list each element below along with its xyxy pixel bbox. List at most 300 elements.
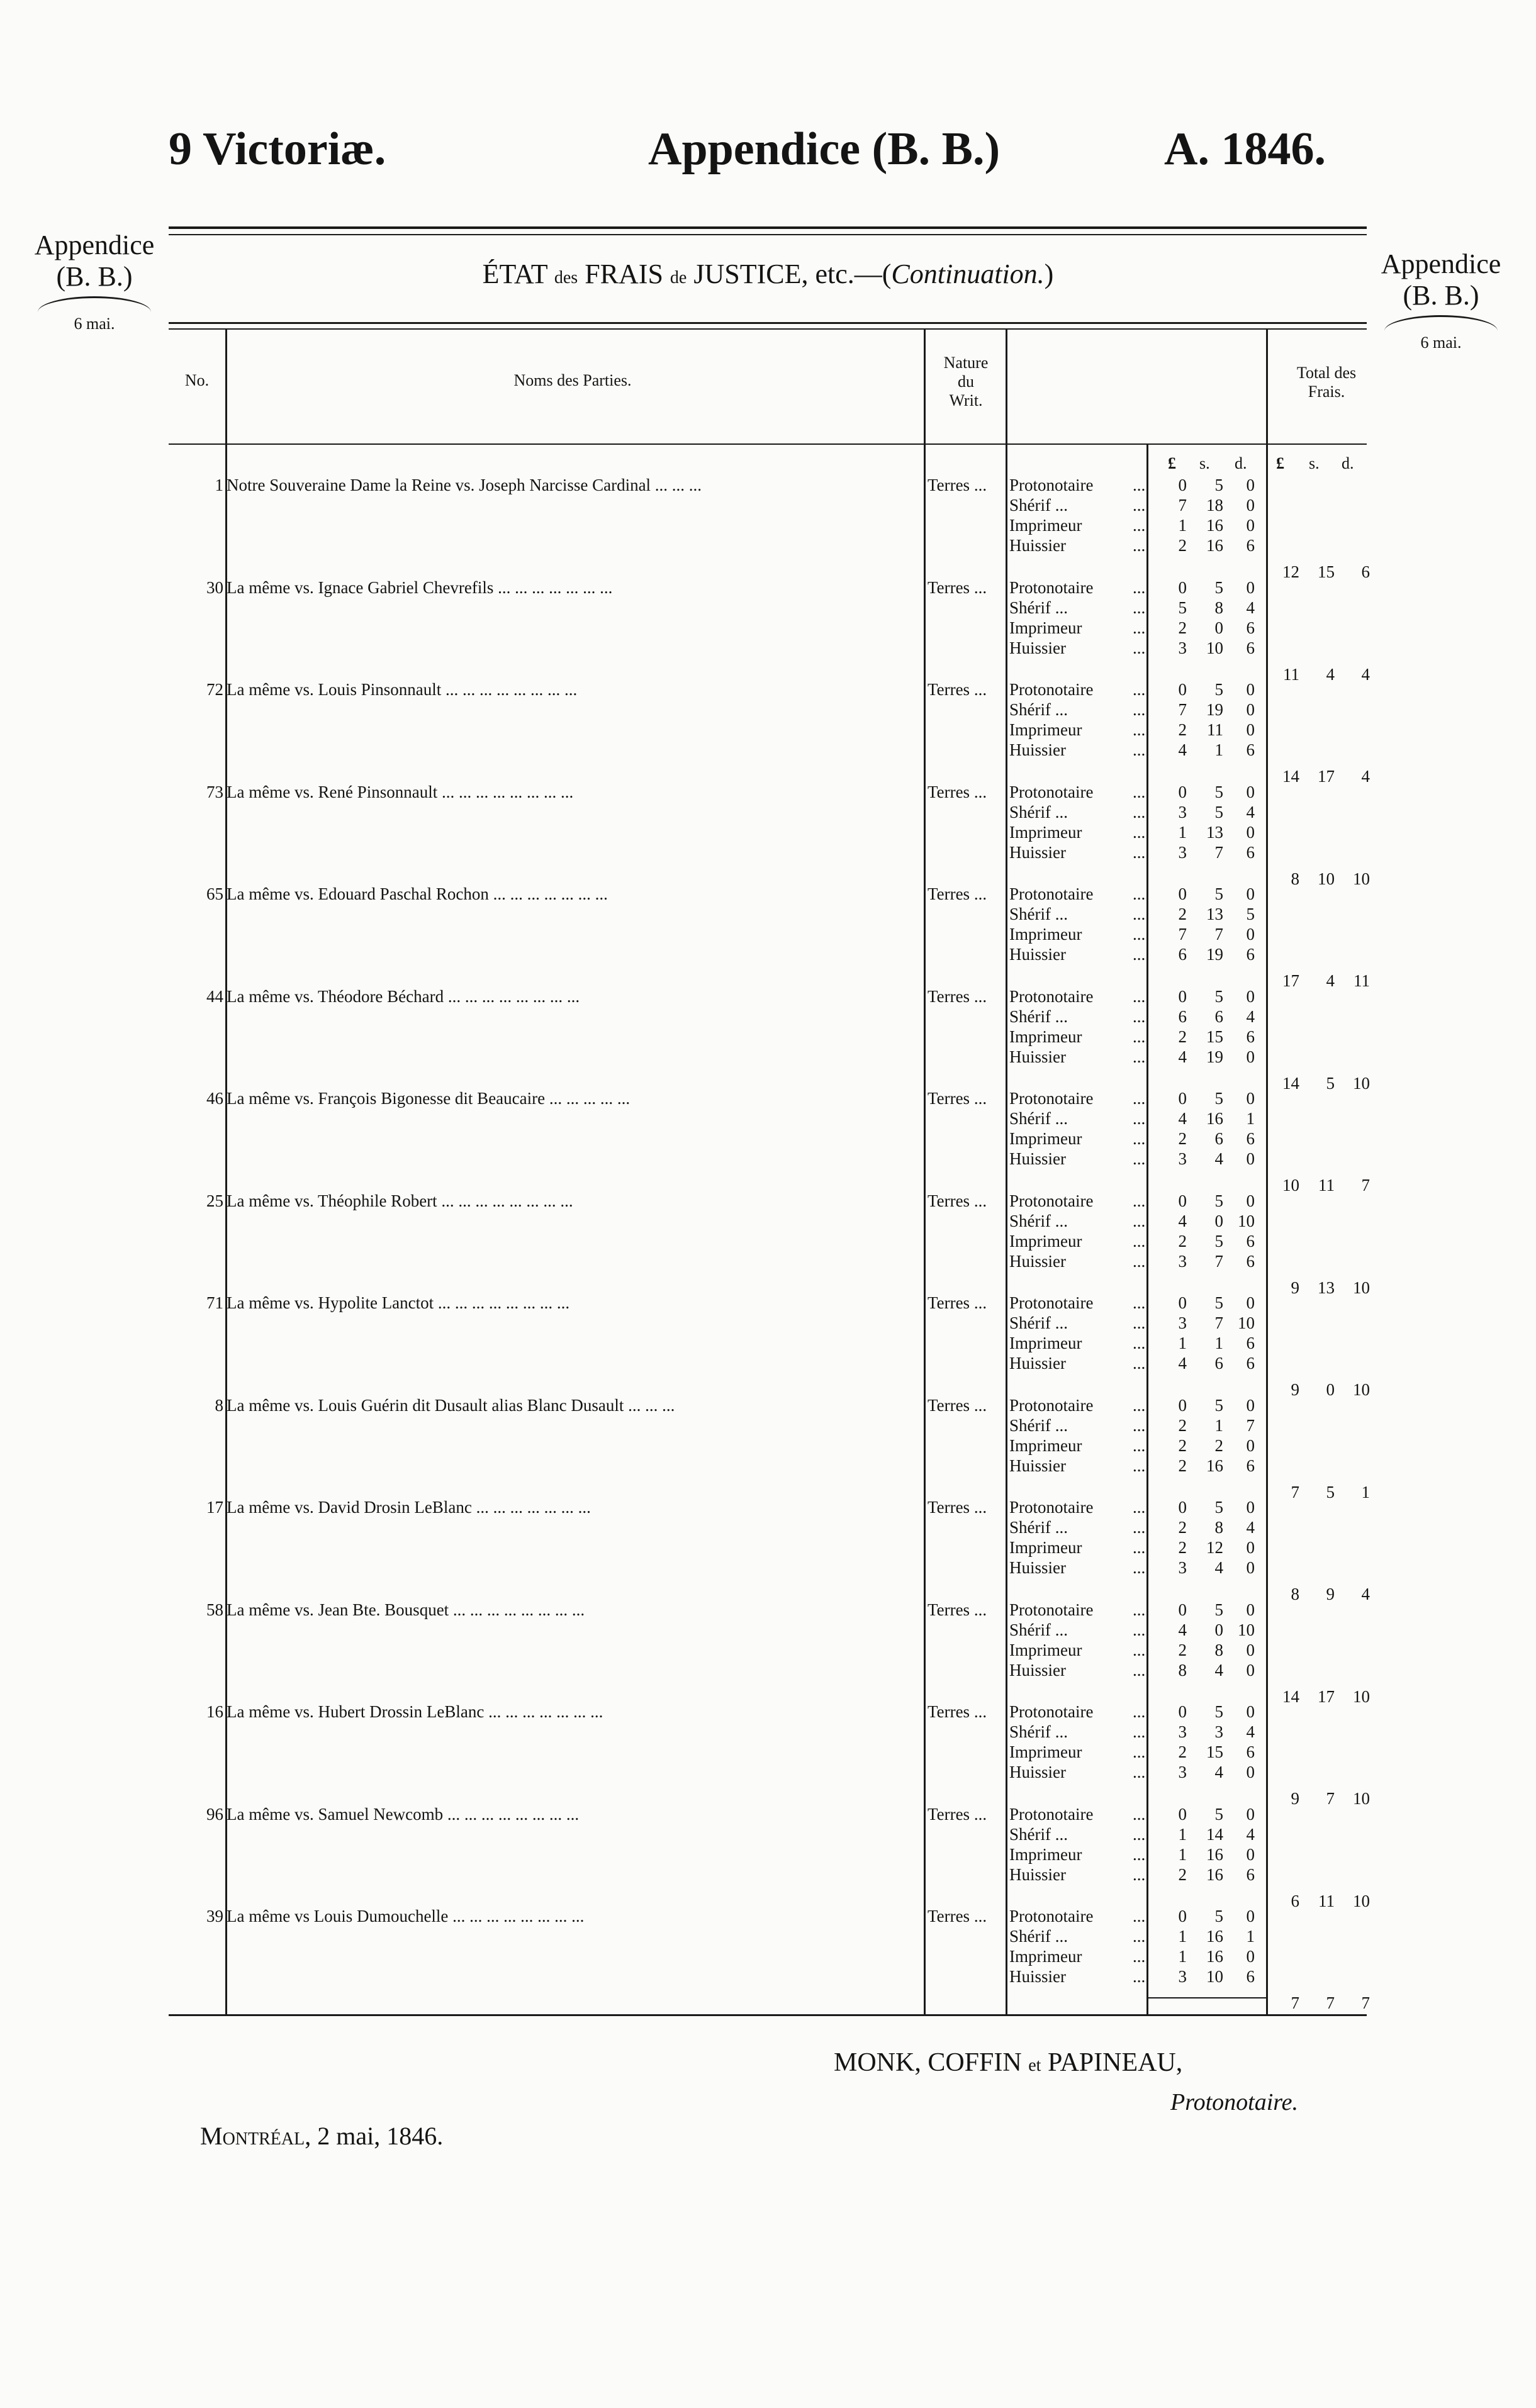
fee-line <box>1009 1456 1274 1476</box>
fee-pence: 0 <box>1246 1763 1255 1781</box>
fee-shillings: 19 <box>1206 700 1223 719</box>
table-row <box>0 782 1536 888</box>
fee-pounds: 0 <box>1178 884 1187 903</box>
fee-label: Protonotaire <box>1009 1293 1094 1312</box>
fee-line <box>1009 1558 1274 1578</box>
margin-right-date: 6 mai. <box>1420 333 1462 352</box>
fee-shillings: 5 <box>1214 782 1223 801</box>
fee-pence: 1 <box>1246 1109 1255 1128</box>
fee-dots: ... <box>1133 1089 1146 1108</box>
fee-dots: ... <box>1133 884 1146 903</box>
fee-line <box>1009 515 1274 535</box>
total-pence: 10 <box>1353 869 1370 888</box>
fee-label: Shérif ... <box>1009 1006 1068 1026</box>
fee-pence: 0 <box>1246 700 1255 719</box>
fee-label: Huissier <box>1009 1251 1066 1271</box>
fee-pounds: 2 <box>1178 1231 1187 1251</box>
fee-shillings: 8 <box>1214 1518 1223 1537</box>
fee-label: Huissier <box>1009 1456 1066 1475</box>
fee-shillings: 1 <box>1214 740 1223 759</box>
fee-pounds: 4 <box>1178 1047 1187 1066</box>
fee-line <box>1009 924 1274 944</box>
table-row <box>0 1191 1536 1297</box>
fee-dots: ... <box>1133 1927 1146 1946</box>
fee-label: Huissier <box>1009 1149 1066 1168</box>
row-parties: La même vs. Hypolite Lanctot ... ... ... ... ... ... ... ... <box>227 1293 570 1312</box>
row-fee-lines <box>1009 986 1274 1067</box>
fee-label: Imprimeur <box>1009 1129 1082 1148</box>
row-parties: La même vs. Samuel Newcomb ... ... ... ... ... ... ... ... <box>227 1804 580 1824</box>
row-parties: La même vs. Hubert Drossin LeBlanc ... ... ... ... ... ... ... <box>227 1702 603 1721</box>
fee-pence: 10 <box>1238 1211 1255 1230</box>
total-pounds: 14 <box>1282 1686 1299 1706</box>
fee-pence: 6 <box>1246 1967 1255 1986</box>
fee-pounds: 3 <box>1178 1763 1187 1781</box>
title-part7: ) <box>1044 259 1054 289</box>
fee-label: Protonotaire <box>1009 1907 1094 1926</box>
fee-pounds: 4 <box>1178 740 1187 759</box>
fee-dots: ... <box>1133 925 1146 944</box>
fee-pounds: 0 <box>1178 1600 1187 1619</box>
fee-dots: ... <box>1133 1907 1146 1926</box>
total-pence: 11 <box>1354 971 1370 990</box>
fee-label: Huissier <box>1009 1763 1066 1781</box>
fee-pounds: 1 <box>1178 516 1187 535</box>
fee-pence: 0 <box>1246 680 1255 699</box>
fee-pence: 0 <box>1246 577 1255 597</box>
fee-line <box>1009 1047 1274 1067</box>
fees-s-label: s. <box>1199 454 1210 472</box>
fee-pounds: 3 <box>1178 802 1187 822</box>
fee-dots: ... <box>1133 1191 1146 1210</box>
fee-dots: ... <box>1133 1722 1146 1741</box>
fee-pounds: 2 <box>1178 905 1187 923</box>
fee-pounds: 3 <box>1178 1722 1187 1741</box>
fee-shillings: 16 <box>1206 1844 1223 1864</box>
total-shillings: 17 <box>1318 1686 1335 1706</box>
fee-pence: 0 <box>1246 1191 1255 1210</box>
fee-dots: ... <box>1133 1967 1146 1986</box>
fee-line <box>1009 1435 1274 1456</box>
place-date-part1: Montréal, <box>200 2122 311 2150</box>
fee-shillings: 10 <box>1206 1967 1223 1986</box>
fee-pence: 0 <box>1246 1702 1255 1721</box>
col-no-header: No. <box>184 371 210 389</box>
fee-pounds: 3 <box>1178 1251 1187 1271</box>
fee-line <box>1009 1006 1274 1027</box>
fee-dots: ... <box>1133 782 1146 801</box>
row-fee-lines <box>1009 884 1274 964</box>
fee-shillings: 5 <box>1214 1702 1223 1721</box>
fee-shillings: 16 <box>1206 1865 1223 1884</box>
fee-dots: ... <box>1133 1640 1146 1659</box>
fee-pence: 1 <box>1246 1927 1255 1946</box>
fee-pounds: 2 <box>1178 1865 1187 1884</box>
margin-left-date: 6 mai. <box>74 315 115 333</box>
row-fee-lines <box>1009 1293 1274 1373</box>
fee-shillings: 19 <box>1206 1047 1223 1066</box>
fee-pence: 0 <box>1246 1395 1255 1415</box>
fee-dots: ... <box>1133 822 1146 842</box>
fee-pounds: 1 <box>1178 1947 1187 1966</box>
total-shillings: 7 <box>1326 1789 1335 1808</box>
row-number: 72 <box>206 680 223 699</box>
fee-dots: ... <box>1133 1027 1146 1046</box>
fee-line <box>1009 1966 1274 1987</box>
fee-pence: 6 <box>1246 740 1255 759</box>
col-writ-header <box>925 354 1007 410</box>
fee-pence: 4 <box>1246 1722 1255 1741</box>
fee-pence: 0 <box>1246 1498 1255 1517</box>
fee-pence: 6 <box>1246 618 1255 637</box>
fee-line <box>1009 1702 1274 1722</box>
fee-pence: 10 <box>1238 1313 1255 1332</box>
fee-line <box>1009 782 1274 802</box>
fee-shillings: 12 <box>1206 1538 1223 1557</box>
row-fee-lines <box>1009 1497 1274 1578</box>
total-shillings: 0 <box>1326 1380 1335 1399</box>
fee-line <box>1009 1824 1274 1844</box>
fee-line <box>1009 822 1274 842</box>
fee-dots: ... <box>1133 720 1146 739</box>
fee-line <box>1009 1333 1274 1353</box>
row-fee-lines <box>1009 1088 1274 1169</box>
fee-label: Protonotaire <box>1009 1804 1094 1824</box>
fee-label: Imprimeur <box>1009 1844 1082 1864</box>
fee-shillings: 16 <box>1206 1947 1223 1966</box>
fee-label: Shérif ... <box>1009 1518 1068 1537</box>
row-number: 96 <box>206 1804 223 1824</box>
fee-pounds: 2 <box>1178 1742 1187 1761</box>
fee-pounds: 4 <box>1178 1620 1187 1639</box>
fee-pounds: 3 <box>1178 1313 1187 1332</box>
fee-pounds: 2 <box>1178 1456 1187 1475</box>
fee-pence: 0 <box>1246 925 1255 944</box>
row-number: 16 <box>206 1702 223 1721</box>
table-row <box>0 1497 1536 1603</box>
fee-shillings: 4 <box>1214 1558 1223 1577</box>
fee-pence: 0 <box>1246 1149 1255 1168</box>
total-pence: 10 <box>1353 1891 1370 1910</box>
fee-line <box>1009 700 1274 720</box>
header-left: 9 Victoriæ. <box>169 123 386 175</box>
row-parties: La même vs. Théodore Béchard ... ... ... ... ... ... ... ... <box>227 986 580 1006</box>
title-part3: FRAIS <box>585 259 663 289</box>
fee-shillings: 5 <box>1214 802 1223 822</box>
fee-pounds: 0 <box>1178 1191 1187 1210</box>
fee-pence: 6 <box>1246 638 1255 657</box>
total-pence: 4 <box>1361 767 1370 786</box>
fee-line <box>1009 1906 1274 1926</box>
total-pence: 7 <box>1361 1176 1370 1195</box>
fee-label: Protonotaire <box>1009 577 1094 597</box>
fee-dots: ... <box>1133 1149 1146 1168</box>
fee-pence: 6 <box>1246 842 1255 862</box>
row-writ: Terres ... <box>928 782 987 801</box>
fee-dots: ... <box>1133 1742 1146 1761</box>
fee-label: Shérif ... <box>1009 1927 1068 1946</box>
fee-pence: 0 <box>1246 1538 1255 1557</box>
row-number: 25 <box>206 1191 223 1210</box>
fee-shillings: 10 <box>1206 638 1223 657</box>
fee-dots: ... <box>1133 1865 1146 1884</box>
fee-dots: ... <box>1133 1804 1146 1824</box>
fee-pence: 0 <box>1246 1640 1255 1659</box>
fee-pence: 6 <box>1246 1354 1255 1373</box>
fee-pence: 0 <box>1246 1293 1255 1312</box>
fee-shillings: 13 <box>1206 905 1223 923</box>
fee-pence: 0 <box>1246 1435 1255 1455</box>
fees-d-label: d. <box>1235 454 1247 472</box>
total-pounds: 8 <box>1291 1585 1299 1603</box>
fee-label: Imprimeur <box>1009 1640 1082 1659</box>
fee-label: Huissier <box>1009 842 1066 862</box>
fee-line <box>1009 1027 1274 1047</box>
fee-line <box>1009 1415 1274 1435</box>
fee-pounds: 0 <box>1178 476 1187 494</box>
fee-shillings: 4 <box>1214 1660 1223 1680</box>
col-writ-line3: Writ. <box>949 391 983 410</box>
fee-line <box>1009 535 1274 555</box>
fee-line <box>1009 638 1274 658</box>
fee-line <box>1009 1865 1274 1885</box>
fee-dots: ... <box>1133 496 1146 515</box>
fee-line <box>1009 1946 1274 1966</box>
total-pounds: 9 <box>1291 1380 1299 1399</box>
fee-dots: ... <box>1133 1518 1146 1537</box>
fee-dots: ... <box>1133 1334 1146 1352</box>
row-number: 73 <box>206 782 223 801</box>
fee-pounds: 4 <box>1178 1109 1187 1128</box>
fee-label: Protonotaire <box>1009 680 1094 699</box>
fee-label: Imprimeur <box>1009 1538 1082 1557</box>
fee-dots: ... <box>1133 1844 1146 1864</box>
fee-line <box>1009 1497 1274 1517</box>
total-pounds: 17 <box>1282 971 1299 990</box>
fee-dots: ... <box>1133 680 1146 699</box>
fee-dots: ... <box>1133 618 1146 637</box>
fee-line <box>1009 740 1274 760</box>
fee-pounds: 2 <box>1178 1640 1187 1659</box>
total-pounds: 9 <box>1291 1278 1299 1297</box>
total-pence: 6 <box>1361 562 1370 581</box>
fee-label: Imprimeur <box>1009 1231 1082 1251</box>
col-writ-line2: du <box>958 372 974 391</box>
total-pounds: 7 <box>1291 1993 1299 2012</box>
fee-line <box>1009 802 1274 822</box>
fee-dots: ... <box>1133 476 1146 494</box>
margin-right-line1: Appendice <box>1381 248 1501 279</box>
fee-shillings: 7 <box>1214 842 1223 862</box>
fee-pence: 6 <box>1246 1742 1255 1761</box>
fee-pence: 0 <box>1246 720 1255 739</box>
title-part2: des <box>554 268 578 287</box>
fee-pounds: 0 <box>1178 577 1187 597</box>
colhdr-rule <box>169 443 1367 445</box>
fee-shillings: 0 <box>1214 618 1223 637</box>
fee-dots: ... <box>1133 1538 1146 1557</box>
fee-shillings: 0 <box>1214 1620 1223 1639</box>
fee-dots: ... <box>1133 638 1146 657</box>
fee-pounds: 8 <box>1178 1660 1187 1680</box>
fee-pence: 0 <box>1246 1558 1255 1577</box>
table-row <box>0 1293 1536 1399</box>
total-pence: 10 <box>1353 1278 1370 1297</box>
row-fee-lines <box>1009 475 1274 555</box>
row-parties: Notre Souveraine Dame la Reine vs. Joseph Narcisse Cardinal ... ... ... <box>227 476 702 494</box>
col-writ-line1: Nature <box>943 354 989 372</box>
total-d-label: d. <box>1342 454 1354 472</box>
row-number: 65 <box>206 884 223 903</box>
fee-shillings: 16 <box>1206 1109 1223 1128</box>
row-writ: Terres ... <box>928 1395 987 1415</box>
fee-label: Imprimeur <box>1009 1435 1082 1455</box>
fee-pounds: 3 <box>1178 638 1187 657</box>
row-parties: La même vs. Jean Bte. Bousquet ... ... ... ... ... ... ... ... <box>227 1600 585 1619</box>
fee-dots: ... <box>1133 1498 1146 1517</box>
fee-line <box>1009 1517 1274 1537</box>
fee-pence: 7 <box>1246 1415 1255 1435</box>
fee-pence: 0 <box>1246 1089 1255 1108</box>
fee-shillings: 2 <box>1214 1435 1223 1455</box>
total-pounds: 14 <box>1282 1073 1299 1093</box>
row-writ: Terres ... <box>928 680 987 699</box>
fee-shillings: 3 <box>1214 1722 1223 1741</box>
margin-left-line2: (B. B.) <box>56 261 133 292</box>
fee-line <box>1009 1191 1274 1211</box>
fee-dots: ... <box>1133 1293 1146 1312</box>
fee-pence: 10 <box>1238 1620 1255 1639</box>
fee-label: Shérif ... <box>1009 598 1068 617</box>
fee-shillings: 11 <box>1207 720 1223 739</box>
fee-pence: 6 <box>1246 1027 1255 1046</box>
fee-pounds: 7 <box>1178 925 1187 944</box>
fee-shillings: 4 <box>1214 1149 1223 1168</box>
col-parties-header: Noms des Parties. <box>513 371 632 389</box>
fee-line <box>1009 1926 1274 1946</box>
fee-pounds: 0 <box>1178 1498 1187 1517</box>
total-pence: 10 <box>1353 1789 1370 1808</box>
fee-dots: ... <box>1133 1047 1146 1066</box>
fee-label: Shérif ... <box>1009 1620 1068 1639</box>
header-rule-2 <box>169 328 1367 330</box>
fee-shillings: 5 <box>1214 680 1223 699</box>
fee-shillings: 16 <box>1206 536 1223 555</box>
fee-line <box>1009 1762 1274 1782</box>
total-pounds: 11 <box>1283 664 1299 684</box>
fee-pence: 0 <box>1246 1660 1255 1680</box>
fee-shillings: 5 <box>1214 1395 1223 1415</box>
fee-pounds: 2 <box>1178 1415 1187 1435</box>
total-shillings: 9 <box>1326 1585 1335 1603</box>
margin-left-line1: Appendice <box>34 230 155 260</box>
fee-label: Huissier <box>1009 945 1066 964</box>
fee-pence: 6 <box>1246 1334 1255 1352</box>
fee-line <box>1009 1129 1274 1149</box>
fee-pounds: 2 <box>1178 1538 1187 1557</box>
row-number: 8 <box>215 1395 223 1415</box>
fee-pounds: 2 <box>1178 1129 1187 1148</box>
fee-dots: ... <box>1133 1824 1146 1844</box>
fee-pounds: 0 <box>1178 782 1187 801</box>
fee-line <box>1009 1640 1274 1660</box>
fee-pence: 0 <box>1246 1947 1255 1966</box>
fee-line <box>1009 1108 1274 1129</box>
fee-dots: ... <box>1133 1660 1146 1680</box>
fees-sum-rule <box>1148 1997 1268 1998</box>
total-shillings: 13 <box>1318 1278 1335 1297</box>
fee-line <box>1009 1353 1274 1373</box>
fee-label: Shérif ... <box>1009 1109 1068 1128</box>
row-writ: Terres ... <box>928 1804 987 1824</box>
fee-shillings: 5 <box>1214 884 1223 903</box>
fee-label: Imprimeur <box>1009 822 1082 842</box>
fee-shillings: 6 <box>1214 1354 1223 1373</box>
fee-shillings: 5 <box>1214 577 1223 597</box>
bottom-rule <box>169 2014 1367 2016</box>
fee-line <box>1009 1149 1274 1169</box>
fee-line <box>1009 1620 1274 1640</box>
row-parties: La même vs. Louis Pinsonnault ... ... ... ... ... ... ... ... <box>227 680 578 699</box>
fee-shillings: 16 <box>1206 1927 1223 1946</box>
fee-label: Protonotaire <box>1009 1702 1094 1721</box>
fee-label: Shérif ... <box>1009 802 1068 822</box>
table-row <box>0 1395 1536 1502</box>
table-row <box>0 577 1536 684</box>
total-shillings: 7 <box>1326 1993 1335 2012</box>
table-row <box>0 884 1536 990</box>
fee-line <box>1009 495 1274 515</box>
fee-label: Huissier <box>1009 1558 1066 1577</box>
fee-line <box>1009 1660 1274 1680</box>
fee-label: Huissier <box>1009 1660 1066 1680</box>
fee-pounds: 7 <box>1178 700 1187 719</box>
fee-pounds: 4 <box>1178 1211 1187 1230</box>
fee-dots: ... <box>1133 986 1146 1006</box>
fee-shillings: 16 <box>1206 1456 1223 1475</box>
row-writ: Terres ... <box>928 1191 987 1210</box>
fee-pence: 4 <box>1246 1824 1255 1844</box>
fee-shillings: 4 <box>1214 1763 1223 1781</box>
total-shillings: 11 <box>1318 1176 1335 1195</box>
fee-pence: 0 <box>1246 1907 1255 1926</box>
total-shillings: 5 <box>1326 1482 1335 1502</box>
fee-line <box>1009 618 1274 638</box>
row-writ: Terres ... <box>928 476 987 494</box>
row-number: 1 <box>215 476 223 494</box>
fee-pence: 6 <box>1246 1251 1255 1271</box>
fee-pence: 6 <box>1246 1456 1255 1475</box>
fee-shillings: 5 <box>1214 1498 1223 1517</box>
fee-pounds: 3 <box>1178 1558 1187 1577</box>
fee-pounds: 3 <box>1178 842 1187 862</box>
fee-line <box>1009 720 1274 740</box>
fee-pounds: 2 <box>1178 1027 1187 1046</box>
fee-pence: 6 <box>1246 1865 1255 1884</box>
fee-label: Imprimeur <box>1009 720 1082 739</box>
fee-label: Huissier <box>1009 1865 1066 1884</box>
margin-right-brace <box>1384 315 1498 331</box>
row-writ: Terres ... <box>928 1293 987 1312</box>
fee-dots: ... <box>1133 1109 1146 1128</box>
table-row <box>0 986 1536 1093</box>
fee-line <box>1009 884 1274 904</box>
fee-label: Imprimeur <box>1009 1742 1082 1761</box>
fee-line <box>1009 1088 1274 1108</box>
table-row <box>0 1600 1536 1706</box>
fee-pounds: 0 <box>1178 986 1187 1006</box>
fee-label: Huissier <box>1009 536 1066 555</box>
